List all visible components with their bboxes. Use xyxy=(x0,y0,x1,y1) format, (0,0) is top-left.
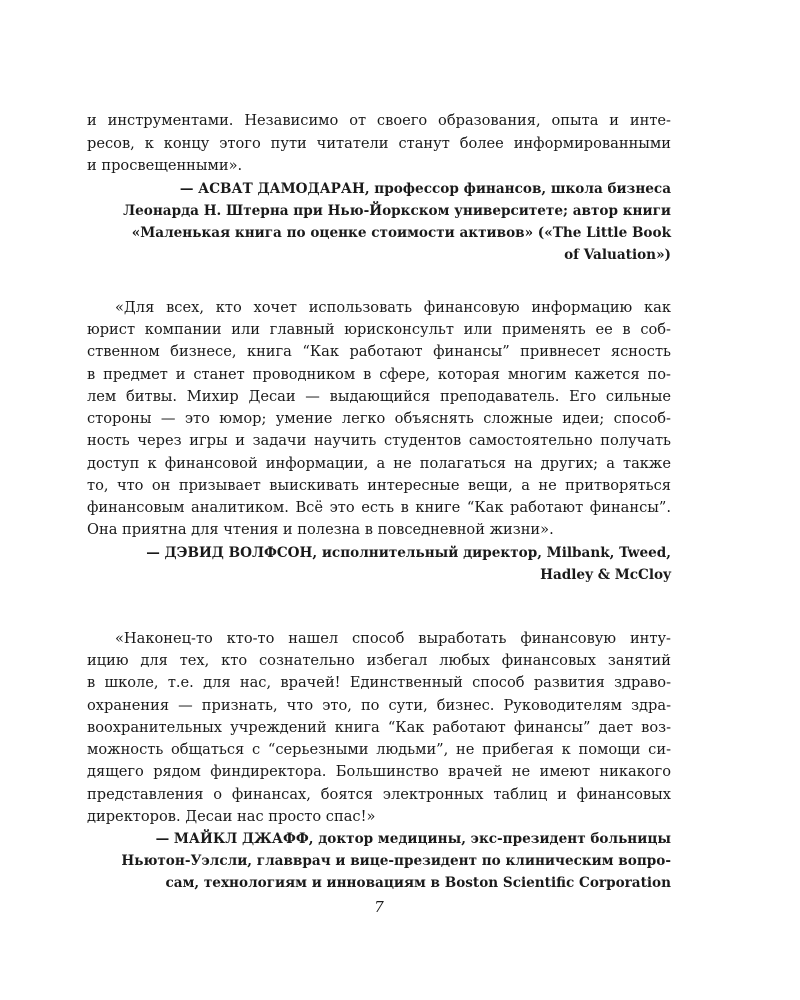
attribution-line: — МАЙКЛ ДЖАФФ, доктор медицины, экс-президент больницы xyxy=(155,831,671,847)
quote-line: и просвещенными». xyxy=(87,157,243,174)
quote-line: в школе, т.е. для нас, врачей! Единственный способ развития здраво- xyxy=(87,674,671,691)
quote-line: охранения — признать, что это, по сути, бизнес. Руководителям здра- xyxy=(87,697,671,714)
quote-line: ресов, к концу этого пути читатели станут более информированными xyxy=(87,135,671,152)
book-page xyxy=(87,0,671,1000)
quote-line: ность через игры и задачи научить студентов самостоятельно получать xyxy=(87,432,671,449)
attribution-line: — АСВАТ ДАМОДАРАН, профессор финансов, школа бизнеса xyxy=(179,181,671,197)
quote-line: доступ к финансовой информации, а не полагаться на других; а также xyxy=(87,455,671,472)
attribution-line: — ДЭВИД ВОЛФСОН, исполнительный директор, Milbank, Tweed, xyxy=(146,545,671,561)
quote-line: в предмет и станет проводником в сфере, которая многим кажется по- xyxy=(87,366,671,383)
quote-line: дящего рядом финдиректора. Большинство врачей не имеют никакого xyxy=(87,763,671,780)
attribution-line: «Маленькая книга по оценке стоимости активов» («The Little Book xyxy=(131,225,671,241)
quote-line: ицию для тех, кто сознательно избегал любых финансовых занятий xyxy=(87,652,671,669)
quote-line: директоров. Десаи нас просто спас!» xyxy=(87,808,376,825)
quote-line: юрист компании или главный юрисконсульт или применять ее в соб- xyxy=(87,321,671,338)
attribution-line: сам, технологиям и инновациям в Boston Scientific Corporation xyxy=(165,875,671,891)
attribution-line: of Valuation») xyxy=(564,247,671,263)
quote-line: ственном бизнесе, книга “Как работают финансы” привнесет ясность xyxy=(87,343,671,360)
attribution-line: Hadley & McCloy xyxy=(540,567,671,583)
quote-line: можность общаться с “серьезными людьми”, не прибегая к помощи си- xyxy=(87,741,671,758)
quote-line: представления о финансах, боятся электронных таблиц и финансовых xyxy=(87,786,671,803)
quote-line: Она приятна для чтения и полезна в повседневной жизни». xyxy=(87,521,554,538)
quote-line: то, что он призывает выискивать интересные вещи, а не притворяться xyxy=(87,477,671,494)
quote-line: воохранительных учреждений книга “Как работают финансы” дает воз- xyxy=(87,719,671,736)
quote-line: «Для всех, кто хочет использовать финансовую информацию как xyxy=(115,299,671,316)
quote-line: стороны — это юмор; умение легко объяснять сложные идеи; способ- xyxy=(87,410,671,427)
quote-line: и инструментами. Независимо от своего образования, опыта и инте- xyxy=(87,112,671,129)
attribution-line: Леонарда Н. Штерна при Нью-Йоркском университете; автор книги xyxy=(123,203,671,219)
page-number: 7 xyxy=(374,898,384,916)
quote-line: «Наконец-то кто-то нашел способ выработать финансовую инту- xyxy=(115,630,671,647)
quote-line: лем битвы. Михир Десаи — выдающийся преподаватель. Его сильные xyxy=(87,388,671,405)
quote-line: финансовым аналитиком. Всё это есть в книге “Как работают финансы”. xyxy=(87,499,671,516)
attribution-line: Ньютон-Уэлсли, главврач и вице-президент по клиническим вопро- xyxy=(121,853,671,869)
